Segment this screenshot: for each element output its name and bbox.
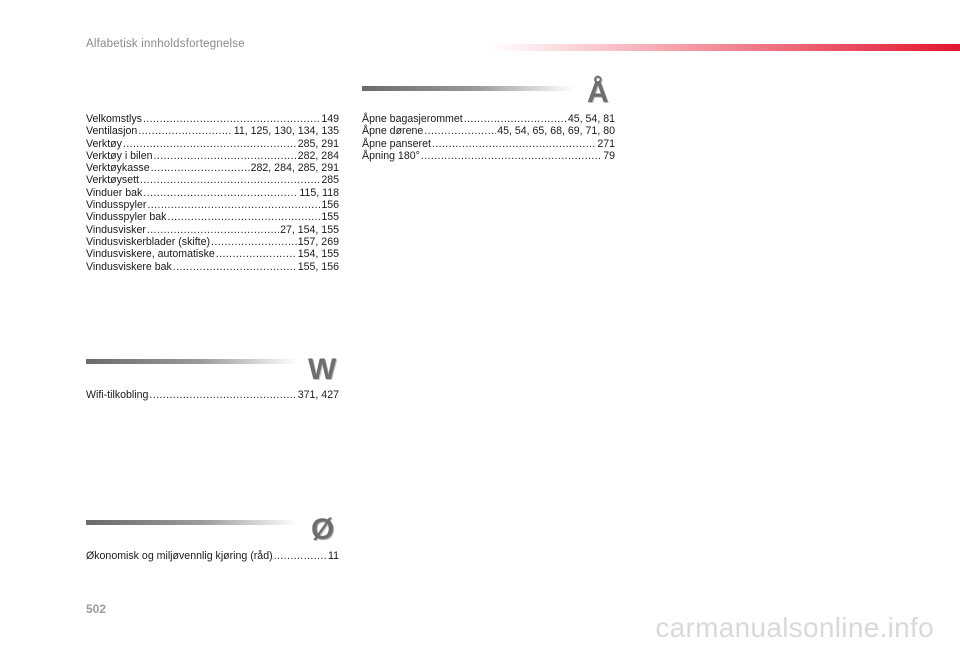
index-entry (86, 113, 339, 125)
header-title: Alfabetisk innholdsfortegnelse (86, 38, 245, 50)
entry-term: Vindusviskere, automatiske (86, 248, 215, 261)
entry-pages: 11, 125, 130, 134, 135 (233, 125, 339, 138)
leader-dots (211, 236, 297, 248)
entry-pages: 371, 427 (297, 389, 339, 401)
page-number: 502 (86, 602, 107, 616)
index-entry (86, 248, 339, 260)
entry-pages: 156 (321, 199, 339, 212)
leader-dots (143, 113, 320, 125)
leader-dots (154, 150, 297, 162)
entry-term: Åpne dørene (362, 125, 424, 138)
entry-term: Velkomstlys (86, 113, 142, 125)
entry-term: Verktøy (86, 137, 122, 150)
section-letter-oslash: Ø (311, 513, 335, 546)
index-entry (86, 199, 339, 211)
entry-pages: 79 (603, 149, 615, 162)
entry-term: Vindusvisker (86, 223, 146, 236)
entry-term: Vinduer bak (86, 186, 143, 199)
index-entry (86, 236, 339, 248)
index-entry (86, 125, 339, 137)
leader-dots (424, 125, 496, 137)
entry-pages: 271 (597, 137, 615, 150)
header-accent-bar (490, 44, 960, 51)
leader-dots (149, 389, 296, 401)
leader-dots (167, 211, 320, 223)
leader-dots (143, 187, 298, 199)
entry-term: Åpne panseret (362, 137, 431, 150)
watermark: carmanualsonline.info (655, 612, 934, 643)
index-list-v (86, 113, 339, 273)
entry-term: Verktøykasse (86, 162, 150, 175)
entry-pages: 27, 154, 155 (280, 223, 339, 236)
entry-pages: 155 (321, 211, 339, 224)
entry-pages: 149 (321, 113, 339, 125)
index-entry (362, 113, 615, 125)
section-divider-aring (362, 86, 574, 91)
section-divider-w (86, 359, 298, 364)
entry-term: Økonomisk og miljøvennlig kjøring (råd) (86, 550, 273, 562)
index-entry (362, 150, 615, 162)
index-entry (86, 211, 339, 223)
index-entry (362, 138, 615, 150)
entry-pages: 282, 284 (297, 149, 339, 162)
entry-term: Vindusviskerblader (skifte) (86, 235, 211, 248)
index-list-w (86, 389, 339, 401)
index-entry (362, 125, 615, 137)
entry-term: Verktøysett (86, 174, 139, 187)
section-letter-aring: Å (587, 76, 609, 109)
leader-dots (464, 113, 567, 125)
entry-pages: 157, 269 (297, 235, 339, 248)
leader-dots (151, 162, 250, 174)
entry-term: Vindusspyler bak (86, 211, 167, 224)
leader-dots (216, 248, 297, 260)
leader-dots (432, 138, 596, 150)
leader-dots (147, 199, 320, 211)
entry-pages: 115, 118 (299, 186, 339, 199)
index-entry (86, 162, 339, 174)
leader-dots (274, 550, 327, 562)
index-entry (86, 174, 339, 186)
index-list-oslash (86, 550, 339, 562)
index-list-aring (362, 113, 615, 162)
index-entry (86, 187, 339, 199)
leader-dots (138, 125, 233, 137)
leader-dots (140, 174, 320, 186)
leader-dots (147, 224, 279, 236)
index-entry (86, 224, 339, 236)
entry-pages: 11 (328, 550, 339, 562)
index-entry (86, 261, 339, 273)
entry-term: Verktøy i bilen (86, 149, 153, 162)
entry-pages: 45, 54, 65, 68, 69, 71, 80 (497, 125, 615, 138)
entry-pages: 285, 291 (297, 137, 339, 150)
leader-dots (173, 261, 297, 273)
entry-pages: 154, 155 (297, 248, 339, 261)
entry-term: Ventilasjon (86, 125, 138, 138)
index-entry (86, 550, 339, 562)
index-entry (86, 150, 339, 162)
section-letter-w: W (308, 353, 337, 386)
section-divider-oslash (86, 520, 298, 525)
entry-pages: 282, 284, 285, 291 (250, 162, 339, 175)
entry-pages: 285 (321, 174, 339, 187)
leader-dots (123, 138, 297, 150)
entry-term: Vindusviskere bak (86, 260, 172, 273)
entry-pages: 155, 156 (297, 260, 339, 273)
entry-term: Wifi-tilkobling (86, 389, 149, 401)
index-entry (86, 389, 339, 401)
entry-term: Åpne bagasjerommet (362, 113, 463, 125)
entry-pages: 45, 54, 81 (567, 113, 615, 125)
leader-dots (421, 150, 602, 162)
entry-term: Åpning 180° (362, 149, 420, 162)
index-entry (86, 138, 339, 150)
entry-term: Vindusspyler (86, 199, 147, 212)
